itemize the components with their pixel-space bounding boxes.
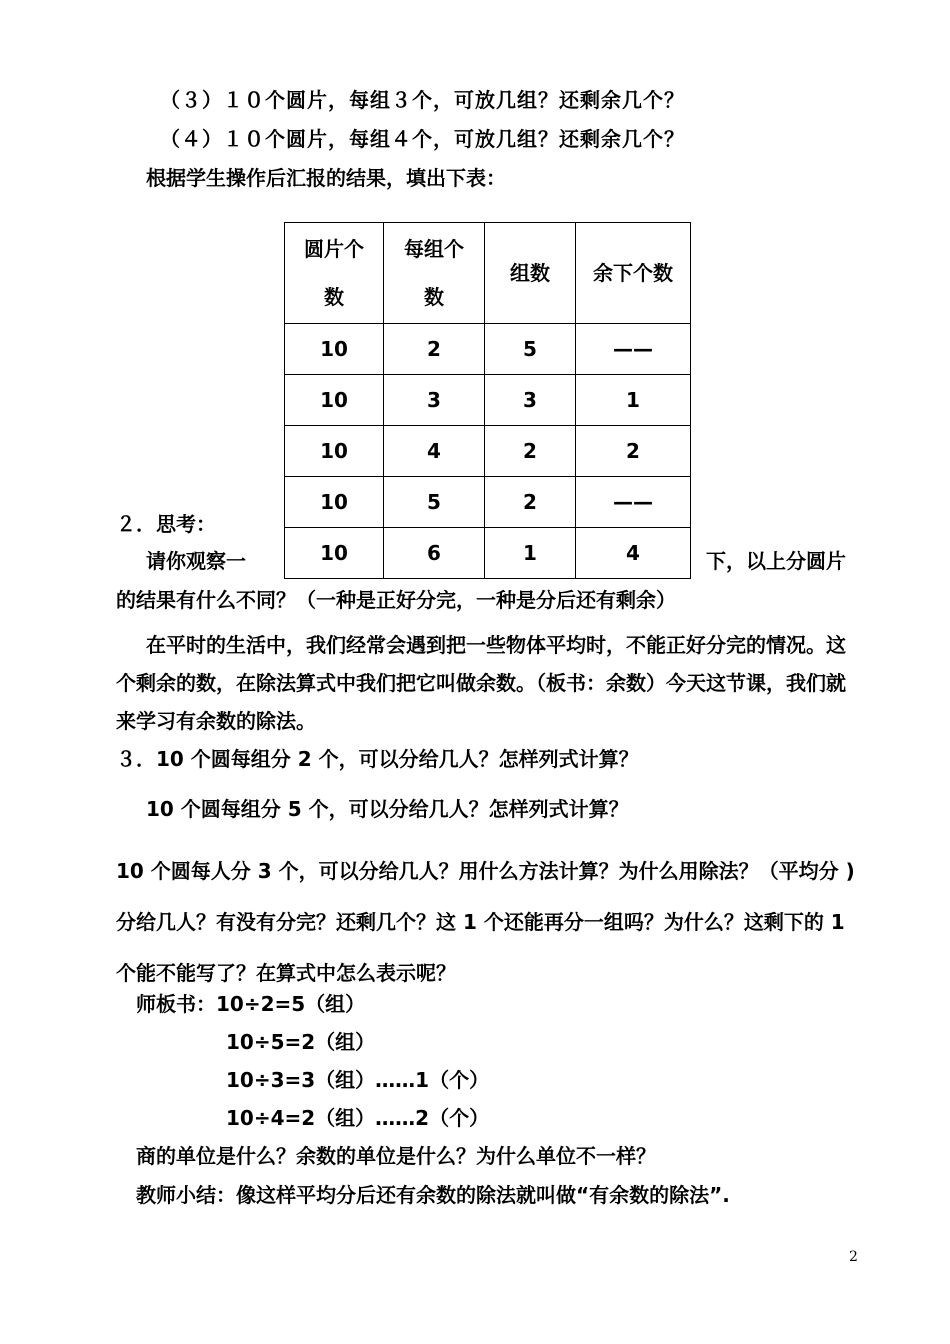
table-row <box>285 426 691 477</box>
table-cell: 10 <box>285 426 384 477</box>
table-cell: 10 <box>285 375 384 426</box>
observe-text-end: 下，以上分圆片 <box>706 549 846 573</box>
section-3-line-1: ３．10 个圆每组分 2 个，可以分给几人？怎样列式计算？ <box>116 747 639 771</box>
table-header-row <box>285 223 691 324</box>
table-cell: 6 <box>384 528 485 579</box>
table-cell: —— <box>576 324 691 375</box>
table-row <box>285 528 691 579</box>
board-equation-2: 10÷5=2（组） <box>226 1030 376 1054</box>
table-cell: 10 <box>285 477 384 528</box>
board-equation-4: 10÷4=2（组）……2（个） <box>226 1106 490 1130</box>
question-3: （３）１０个圆片，每组３个，可放几组？还剩余几个？ <box>160 88 685 112</box>
question-4: （４）１０个圆片，每组４个，可放几组？还剩余几个？ <box>160 127 685 151</box>
table-cell: 4 <box>384 426 485 477</box>
table-cell: 10 <box>285 324 384 375</box>
section-2-heading: ２．思考： <box>116 512 216 536</box>
table-cell: 2 <box>576 426 691 477</box>
remainder-paragraph: 在平时的生活中，我们经常会遇到把一些物体平均时，不能正好分完的情况。这个剩余的数，在除法算式中我们把它叫做余数。（板书：余数）今天这节课，我们就来学习有余数的除法。 <box>116 633 846 733</box>
table-cell: 10 <box>285 528 384 579</box>
table-cell: 5 <box>384 477 485 528</box>
table-header-cell: 组数 <box>485 223 576 324</box>
table-header-cell: 每组个数 <box>384 223 485 324</box>
section-3-line-2: 10 个圆每组分 5 个，可以分给几人？怎样列式计算？ <box>146 797 629 821</box>
table-row <box>285 375 691 426</box>
table-cell: 5 <box>485 324 576 375</box>
board-equation-1: 师板书：10÷2=5（组） <box>136 992 366 1016</box>
observe-text-start: 请你观察一 <box>146 549 246 573</box>
board-equation-3: 10÷3=3（组）……1（个） <box>226 1068 490 1092</box>
table-cell: 4 <box>576 528 691 579</box>
unit-question: 商的单位是什么？余数的单位是什么？为什么单位不一样？ <box>136 1144 656 1168</box>
table-row <box>285 324 691 375</box>
teacher-summary: 教师小结：像这样平均分后还有余数的除法就叫做“有余数的除法”. <box>136 1183 730 1207</box>
section-3-paragraph: 10 个圆每人分 3 个，可以分给几人？用什么方法计算？为什么用除法？（平均分 )分给几人？有没有分完？还剩几个？这 1 个还能再分一组吗？为什么？这剩下的 1 个能不能写了？在算式中怎么表示呢？ <box>116 859 855 985</box>
table-cell: 1 <box>576 375 691 426</box>
table-cell: 3 <box>485 375 576 426</box>
table-cell: 2 <box>384 324 485 375</box>
table-header-cell: 余下个数 <box>576 223 691 324</box>
table-cell: 2 <box>485 477 576 528</box>
page-number: 2 <box>849 1249 858 1265</box>
table-cell: 2 <box>485 426 576 477</box>
table-header-cell: 圆片个数 <box>285 223 384 324</box>
results-table <box>284 222 691 579</box>
table-cell: 1 <box>485 528 576 579</box>
table-cell: 3 <box>384 375 485 426</box>
observe-text-continued: 的结果有什么不同？（一种是正好分完，一种是分后还有剩余） <box>116 588 676 612</box>
table-intro: 根据学生操作后汇报的结果，填出下表： <box>146 166 506 190</box>
table-row <box>285 477 691 528</box>
table-cell: —— <box>576 477 691 528</box>
